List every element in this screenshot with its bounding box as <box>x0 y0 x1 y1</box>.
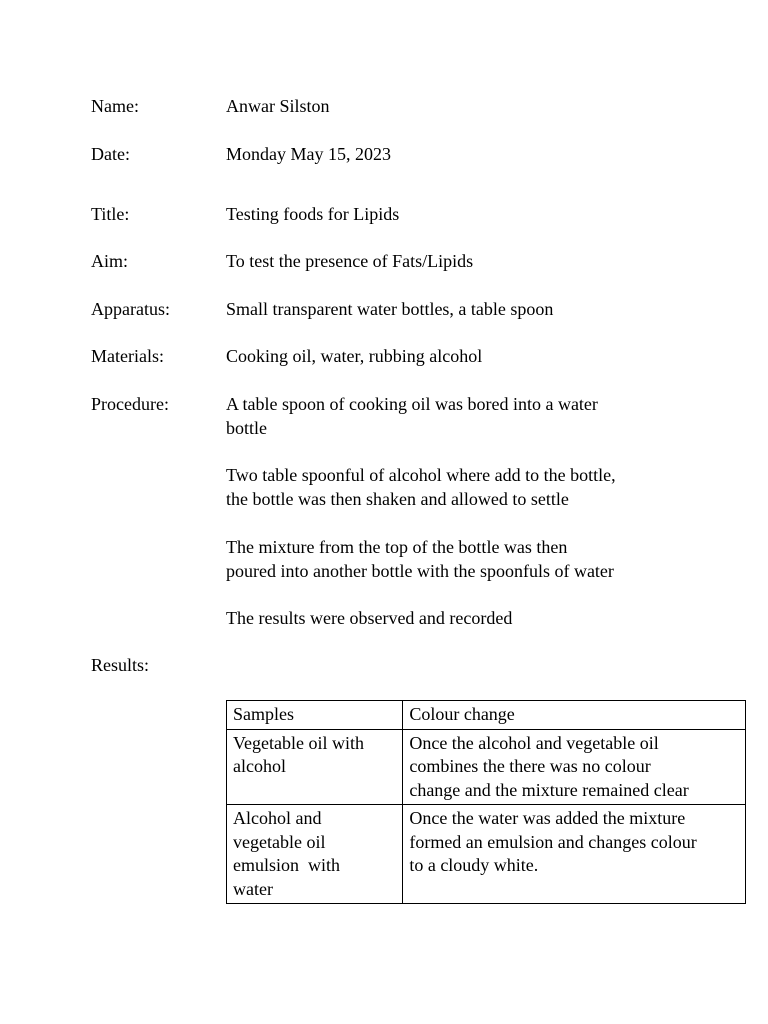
table-cell-sample <box>227 729 403 805</box>
procedure-step-line: The mixture from the top of the bottle was then <box>226 537 568 557</box>
table-row <box>227 729 746 805</box>
table-header-colour-change: Colour change <box>403 701 746 730</box>
procedure-step <box>226 463 696 511</box>
table-row <box>227 805 746 904</box>
cell-line: Vegetable oil with <box>233 732 364 753</box>
procedure-step-line: bottle <box>226 418 267 438</box>
cell-line: vegetable oil <box>233 831 326 852</box>
field-name-label: Name: <box>91 96 139 116</box>
field-procedure-label: Procedure: <box>91 394 169 414</box>
field-materials-label: Materials: <box>91 346 164 366</box>
table-cell-colour-change <box>403 729 746 805</box>
field-date-value: Monday May 15, 2023 <box>226 144 391 164</box>
procedure-step-line: A table spoon of cooking oil was bored into a water <box>226 394 598 414</box>
cell-line: emulsion with <box>233 855 340 875</box>
cell-line: Once the water was added the mixture <box>409 808 686 828</box>
cell-line: change and the mixture remained clear <box>409 779 689 800</box>
procedure-step-line: Two table spoonful of alcohol where add to the bottle, <box>226 465 616 485</box>
field-aim-label: Aim: <box>91 251 129 271</box>
field-date-label: Date: <box>91 144 130 164</box>
field-title-value: Testing foods for Lipids <box>226 204 400 224</box>
table-header-row <box>227 701 746 730</box>
procedure-step-line: the bottle was then shaken and allowed to settle <box>226 489 569 509</box>
table-header-samples: Samples <box>227 701 403 730</box>
cell-line: alcohol <box>233 756 286 776</box>
cell-line: Alcohol and <box>233 808 322 828</box>
field-name-value: Anwar Silston <box>226 96 330 116</box>
field-aim-value: To test the presence of Fats/Lipids <box>226 251 474 271</box>
field-materials-value: Cooking oil, water, rubbing alcohol <box>226 346 483 366</box>
cell-line: to a cloudy white. <box>409 855 539 875</box>
procedure-step-line: poured into another bottle with the spoonfuls of water <box>226 561 614 581</box>
field-apparatus-label: Apparatus: <box>91 299 170 319</box>
cell-line: Once the alcohol and vegetable oil <box>409 732 659 753</box>
field-apparatus-value: Small transparent water bottles, a table spoon <box>226 299 554 319</box>
cell-line: combines the there was no colour <box>409 756 651 776</box>
table-cell-sample <box>227 805 403 904</box>
procedure-step <box>226 535 696 583</box>
field-results-label: Results: <box>91 655 150 675</box>
procedure-step-line: The results were observed and recorded <box>226 608 513 628</box>
procedure-step <box>226 392 696 440</box>
procedure-step <box>226 606 696 630</box>
results-table <box>226 700 746 904</box>
cell-line: water <box>233 878 273 899</box>
table-cell-colour-change <box>403 805 746 904</box>
field-title-label: Title: <box>91 204 130 224</box>
cell-line: formed an emulsion and changes colour <box>409 831 697 852</box>
